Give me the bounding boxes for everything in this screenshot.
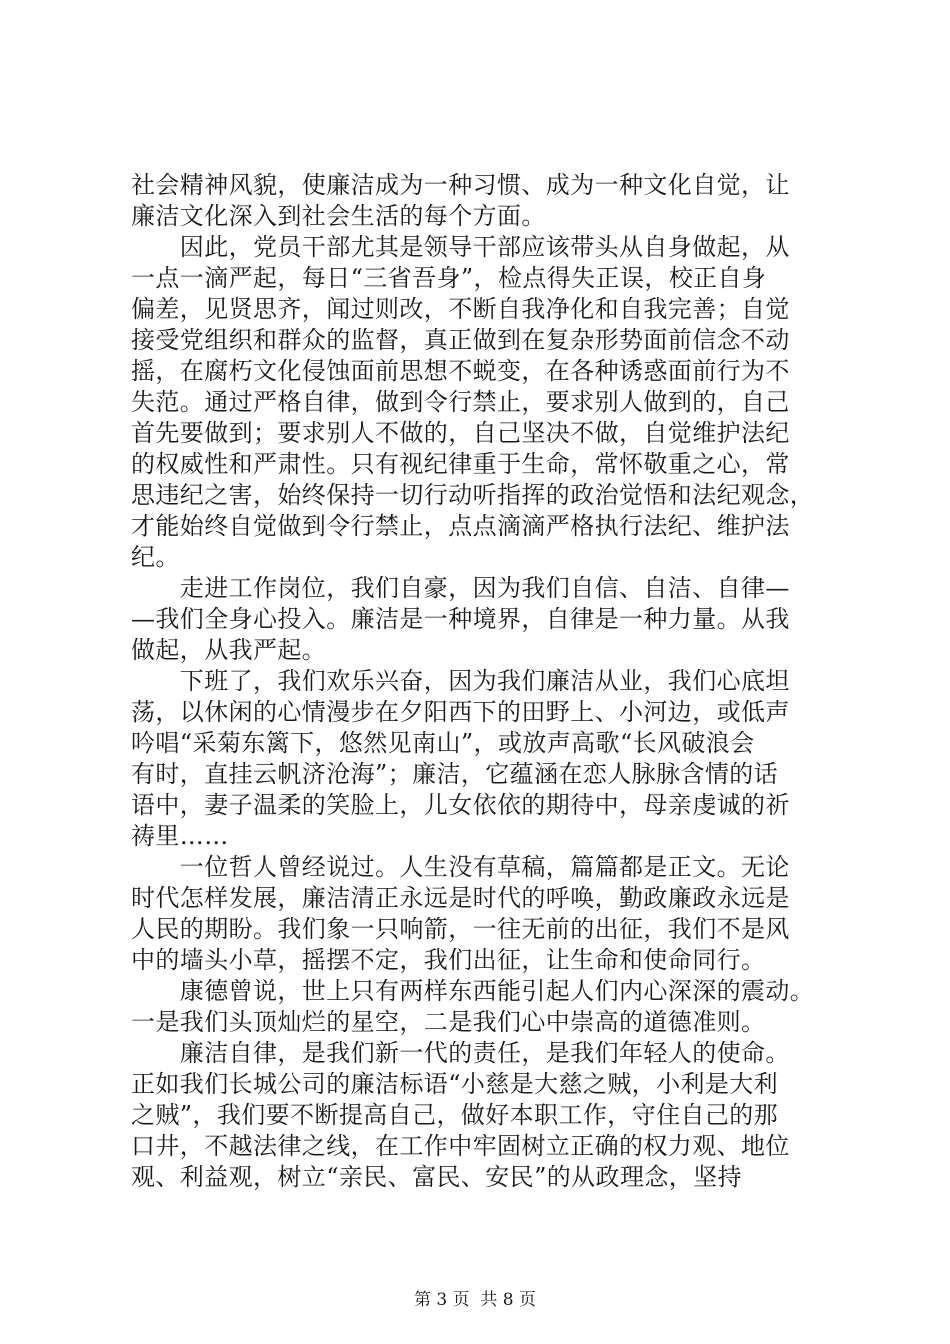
text-line: 社会精神风貌，使廉洁成为一种习惯、成为一种文化自觉，让 xyxy=(131,171,790,199)
text-line: 纪。 xyxy=(131,543,180,571)
text-line: 才能始终自觉做到令行禁止，点点滴滴严格执行法纪、维护法 xyxy=(131,512,790,540)
text-line: —我们全身心投入。廉洁是一种境界，自律是一种力量。从我 xyxy=(131,605,790,633)
text-line: 时代怎样发展，廉洁清正永远是时代的呼唤，勤政廉政永远是 xyxy=(131,884,790,912)
text-line: 偏差，见贤思齐，闻过则改，不断自我净化和自我完善；自觉 xyxy=(131,295,790,323)
text-line: 语中，妻子温柔的笑脸上，儿女依依的期待中，母亲虔诚的祈 xyxy=(131,791,790,819)
text-line: 一是我们头顶灿烂的星空，二是我们心中崇高的道德准则。 xyxy=(131,1008,766,1036)
text-line: 观、利益观，树立“亲民、富民、安民”的从政理念，坚持 xyxy=(131,1163,742,1191)
text-line: 一位哲人曾经说过。人生没有草稿，篇篇都是正文。无论 xyxy=(131,853,790,881)
text-line: 下班了，我们欢乐兴奋，因为我们廉洁从业，我们心底坦 xyxy=(131,667,790,695)
text-line: 康德曾说，世上只有两样东西能引起人们内心深深的震动。 xyxy=(131,977,815,1005)
text-line: 首先要做到；要求别人不做的，自己坚决不做，自觉维护法纪 xyxy=(131,419,790,447)
text-line: 思违纪之害，始终保持一切行动听指挥的政治觉悟和法纪观念， xyxy=(131,481,815,509)
text-line: 一点一滴严起，每日“三省吾身”，检点得失正误，校正自身 xyxy=(131,264,767,292)
text-line: 吟唱“采菊东篱下，悠然见南山”，或放声高歌“长风破浪会 xyxy=(131,729,755,757)
text-line: 中的墙头小草，摇摆不定，我们出征，让生命和使命同行。 xyxy=(131,946,766,974)
text-line: 之贼”，我们要不断提高自己，做好本职工作，守住自己的那 xyxy=(131,1101,779,1129)
text-line: 人民的期盼。我们象一只响箭，一往无前的出征，我们不是风 xyxy=(131,915,790,943)
text-line: 廉洁自律，是我们新一代的责任，是我们年轻人的使命。 xyxy=(131,1039,790,1067)
text-line: 接受党组织和群众的监督，真正做到在复杂形势面前信念不动 xyxy=(131,326,790,354)
text-line: 正如我们长城公司的廉洁标语“小慈是大慈之贼，小利是大利 xyxy=(131,1070,779,1098)
text-line: 失范。通过严格自律，做到令行禁止，要求别人做到的，自己 xyxy=(131,388,790,416)
text-line: 的权威性和严肃性。只有视纪律重于生命，常怀敬重之心，常 xyxy=(131,450,790,478)
text-line: 走进工作岗位，我们自豪，因为我们自信、自洁、自律— xyxy=(131,574,790,602)
text-line: 摇，在腐朽文化侵蚀面前思想不蜕变，在各种诱惑面前行为不 xyxy=(131,357,790,385)
body-text xyxy=(131,170,831,1193)
text-line: 廉洁文化深入到社会生活的每个方面。 xyxy=(131,202,546,230)
text-line: 做起，从我严起。 xyxy=(131,636,327,664)
text-line: 口井，不越法律之线，在工作中牢固树立正确的权力观、地位 xyxy=(131,1132,790,1160)
page-number-footer: 第 3 页 共 8 页 xyxy=(413,1290,537,1310)
text-line: 祷里…… xyxy=(131,822,229,850)
text-line: 荡，以休闲的心情漫步在夕阳西下的田野上、小河边，或低声 xyxy=(131,698,790,726)
text-line: 有时，直挂云帆济沧海”；廉洁，它蕴涵在恋人脉脉含情的话 xyxy=(131,760,779,788)
text-line: 因此，党员干部尤其是领导干部应该带头从自身做起，从 xyxy=(131,233,790,261)
